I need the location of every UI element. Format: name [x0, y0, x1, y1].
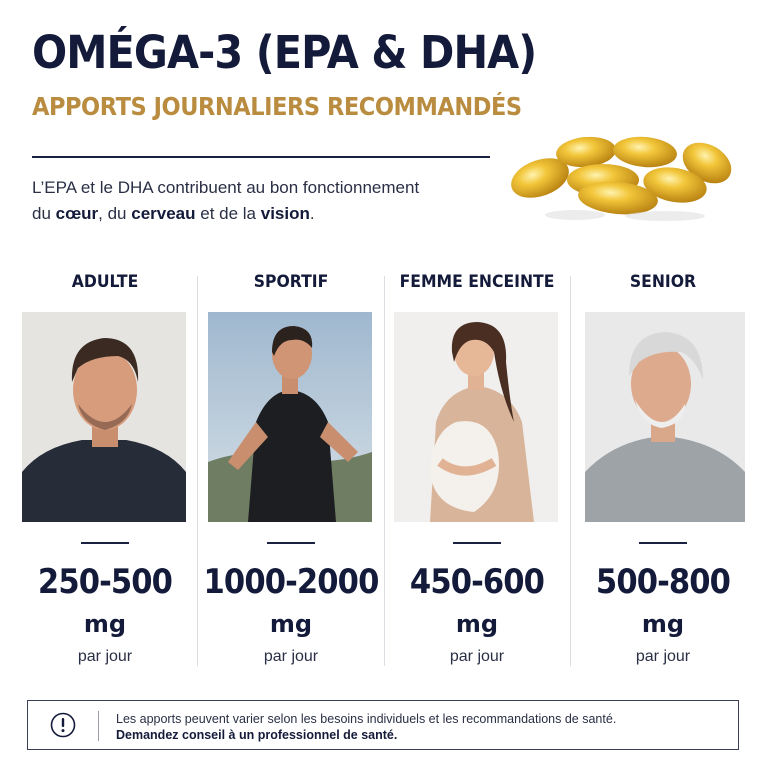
dose-frequency: par jour	[77, 648, 133, 665]
intro-text	[32, 175, 492, 227]
dose-value: 450-600	[409, 562, 545, 602]
word-vision: vision	[260, 204, 310, 223]
profile-card-sportif	[198, 272, 384, 672]
intro-part: et de la	[195, 204, 261, 223]
profile-title: ADULTE	[71, 272, 139, 292]
page-title: OMÉGA-3 (EPA & DHA)	[32, 26, 537, 79]
dose-divider	[453, 542, 501, 544]
profile-title: FEMME ENCEINTE	[399, 272, 555, 292]
notice-line-1: Les apports peuvent varier selon les besoins individuels et les recommandations de santé.	[116, 712, 617, 726]
dose-unit: mg	[455, 610, 499, 638]
profile-title: SENIOR	[629, 272, 697, 292]
health-notice	[27, 700, 739, 750]
notice-separator	[98, 711, 99, 741]
dose-unit: mg	[641, 610, 685, 638]
dose-frequency: par jour	[635, 648, 691, 665]
athlete-running-photo	[208, 312, 372, 522]
word-heart: cœur	[55, 204, 99, 223]
title-divider	[32, 156, 490, 158]
intro-line-1: L’EPA et le DHA contribuent au bon fonctionnement	[32, 178, 420, 197]
word-brain: cerveau	[131, 204, 196, 223]
capsules-illustration	[500, 130, 750, 240]
profile-title: SPORTIF	[253, 272, 329, 292]
intro-part: , du	[98, 204, 132, 223]
page-subtitle: APPORTS JOURNALIERS RECOMMANDÉS	[32, 92, 522, 121]
profile-card-adulte	[12, 272, 198, 672]
exclamation-circle-icon	[50, 712, 76, 738]
dose-unit: mg	[83, 610, 127, 638]
senior-man-photo	[585, 312, 745, 522]
dose-frequency: par jour	[449, 648, 505, 665]
pregnant-woman-photo	[394, 312, 558, 522]
dose-unit: mg	[269, 610, 313, 638]
intro-part: du	[32, 204, 56, 223]
dose-value: 250-500	[37, 562, 173, 602]
dose-divider	[639, 542, 687, 544]
dose-value: 1000-2000	[203, 562, 379, 602]
dose-divider	[267, 542, 315, 544]
dose-value: 500-800	[595, 562, 731, 602]
notice-line-2: Demandez conseil à un professionnel de santé.	[116, 728, 398, 742]
profile-card-femme-enceinte	[384, 272, 570, 672]
adult-man-photo	[22, 312, 186, 522]
profile-card-senior	[570, 272, 756, 672]
intro-part: .	[309, 204, 315, 223]
notice-text	[116, 711, 616, 743]
dose-divider	[81, 542, 129, 544]
dose-frequency: par jour	[263, 648, 319, 665]
